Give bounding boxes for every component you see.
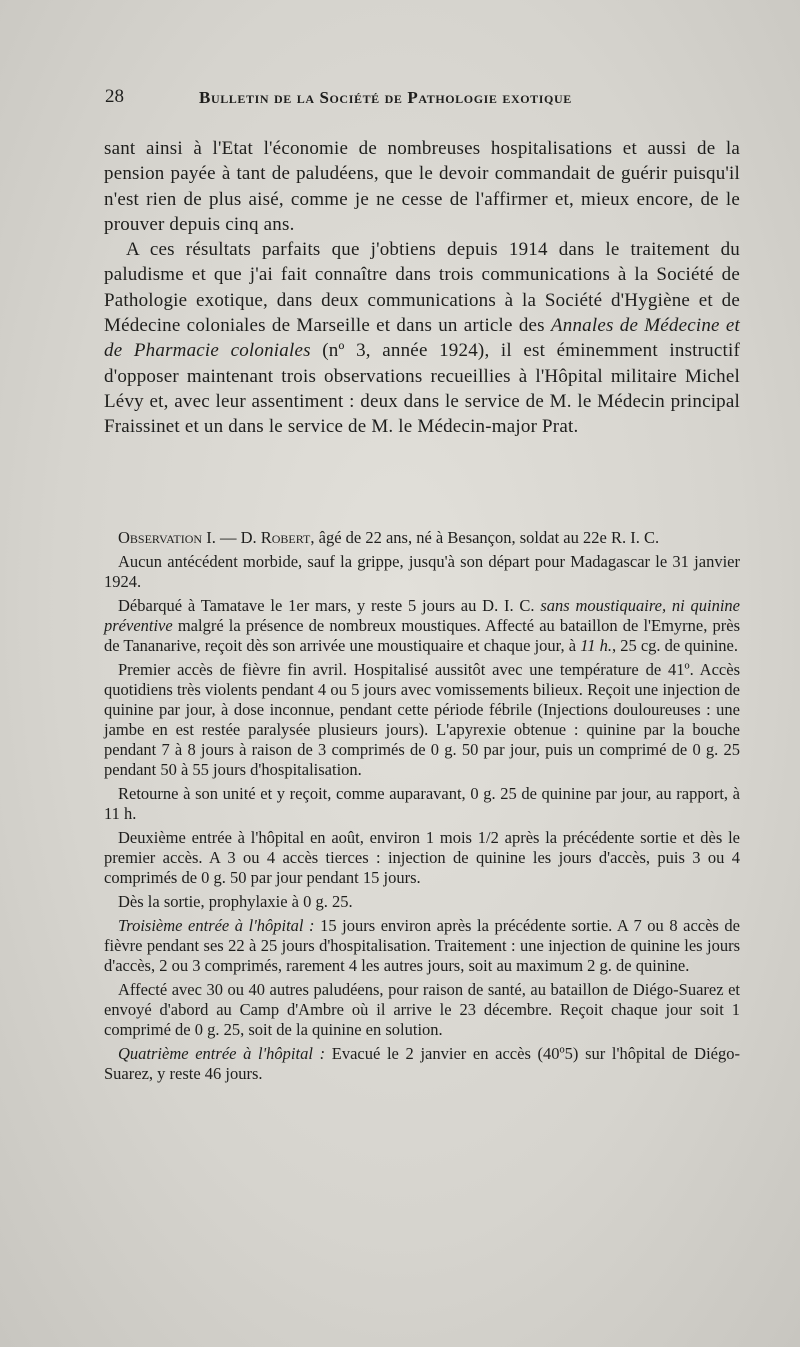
text-run: A ces résultats parfaits que j'obtiens depuis 1914 dans le traitement du paludisme et que j'ai fait connaître dans trois communications à la Société de Pathologie exotique, dans deux communications à la Société d'Hygiène et de Médecine coloniales de Marseille et dans un article des <box>104 239 740 337</box>
text-run: (nº 3, année 1924), il est éminemment instructif d'opposer maintenant trois observations recueillies à l'Hôpital militaire Michel Lévy et, avec leur assentiment : deux dans le service de M. le Médecin principal Fraissinet et un dans le service de M. le Médecin-major Prat. <box>104 340 740 438</box>
emphasis: Troisième entrée à l'hôpital : <box>118 916 315 935</box>
paragraph: Deuxième entrée à l'hôpital en août, environ 1 mois 1/2 après la précédente sortie et dès le premier accès. A 3 ou 4 accès tierces : injection de quinine les jours d'accès, puis 3 ou 4 comprimés de 0 g. 50 par jour pendant 15 jours. <box>104 828 740 887</box>
observation-label: Observation I. <box>118 528 216 547</box>
text-run: Evacué le 2 janvier en accès (40º5) sur l'hôpital de Diégo-Suarez, y reste 46 jours. <box>104 1044 741 1083</box>
paragraph <box>104 916 740 976</box>
text-run: Débarqué à Tamatave le 1er mars, y reste 5 jours au D. I. C. <box>118 596 541 615</box>
emphasis: Quatrième entrée à l'hôpital : <box>118 1044 326 1063</box>
patient-name: Robert <box>260 528 311 547</box>
paragraph: Retourne à son unité et y reçoit, comme auparavant, 0 g. 25 de quinine par jour, au rapport, à 11 h. <box>104 784 740 823</box>
paragraph <box>104 1044 740 1084</box>
observation-section <box>104 528 740 1088</box>
observation-heading <box>104 528 740 548</box>
paragraph <box>104 237 740 439</box>
emphasis: 11 h. <box>580 636 612 655</box>
paragraph: Aucun antécédent morbide, sauf la grippe, jusqu'à son départ pour Madagascar le 31 janvier 1924. <box>104 552 740 591</box>
paragraph: Premier accès de fièvre fin avril. Hospitalisé aussitôt avec une température de 41º. Accès quotidiens très violents pendant 4 ou 5 jours avec vomissements bilieux. Reçoit une injection de quinine par jour, à dose inconnue, pendant cette période fébrile (Injections douloureuses : une jambe en est restée paralysée plusieurs jours). L'apyrexie obtenue : quinine par la bouche pendant 7 à 8 jours à raison de 3 comprimés de 0 g. 50 par jour, puis un comprimé de 0 g. 25 pendant 50 à 55 jours d'hospitalisation. <box>104 660 740 779</box>
text-run: , âgé de 22 ans, né à Besançon, soldat au 22e R. I. C. <box>310 528 660 547</box>
running-title: Bulletin de la Société de Pathologie exotique <box>199 88 572 107</box>
text-run: , 25 cg. de quinine. <box>611 636 738 655</box>
journal-title: Annales de Médecine et de Pharmacie coloniales <box>104 315 740 362</box>
emphasis: sans moustiquaire, ni quinine préventive <box>104 596 741 635</box>
paragraph: Affecté avec 30 ou 40 autres paludéens, pour raison de santé, au bataillon de Diégo-Suarez et envoyé d'abord au Camp d'Ambre où il arrive le 23 décembre. Reçoit chaque jour soit 1 comprimé de 0 g. 25, soit de la quinine en solution. <box>104 980 740 1039</box>
page-number: 28 <box>105 86 124 107</box>
text-run: malgré la présence de nombreux moustiques. Affecté au bataillon de l'Emyrne, près de Tananarive, reçoit dès son arrivée une moustiquaire et chaque jour, à <box>104 616 740 655</box>
paragraph: Dès la sortie, prophylaxie à 0 g. 25. <box>118 892 353 911</box>
paragraph <box>104 596 740 656</box>
text-run: — D. <box>215 528 261 547</box>
intro-text <box>104 136 740 440</box>
text-run: 15 jours environ après la précédente sortie. A 7 ou 8 accès de fièvre pendant ses 22 à 25 jours d'hospitalisation. Traitement : une injection de quinine les jours d'accès, 2 ou 3 comprimés, rarement 4 les autres jours, soit au maximum 2 g. de quinine. <box>104 916 740 975</box>
paragraph: sant ainsi à l'Etat l'économie de nombreuses hospitalisations et aussi de la pension payée à tant de paludéens, que le devoir commandait de guérir puisqu'il n'est rien de plus aisé, comme je ne cesse de l'affirmer et, mieux encore, de le prouver depuis cinq ans. <box>104 138 740 235</box>
page-header <box>105 86 745 114</box>
